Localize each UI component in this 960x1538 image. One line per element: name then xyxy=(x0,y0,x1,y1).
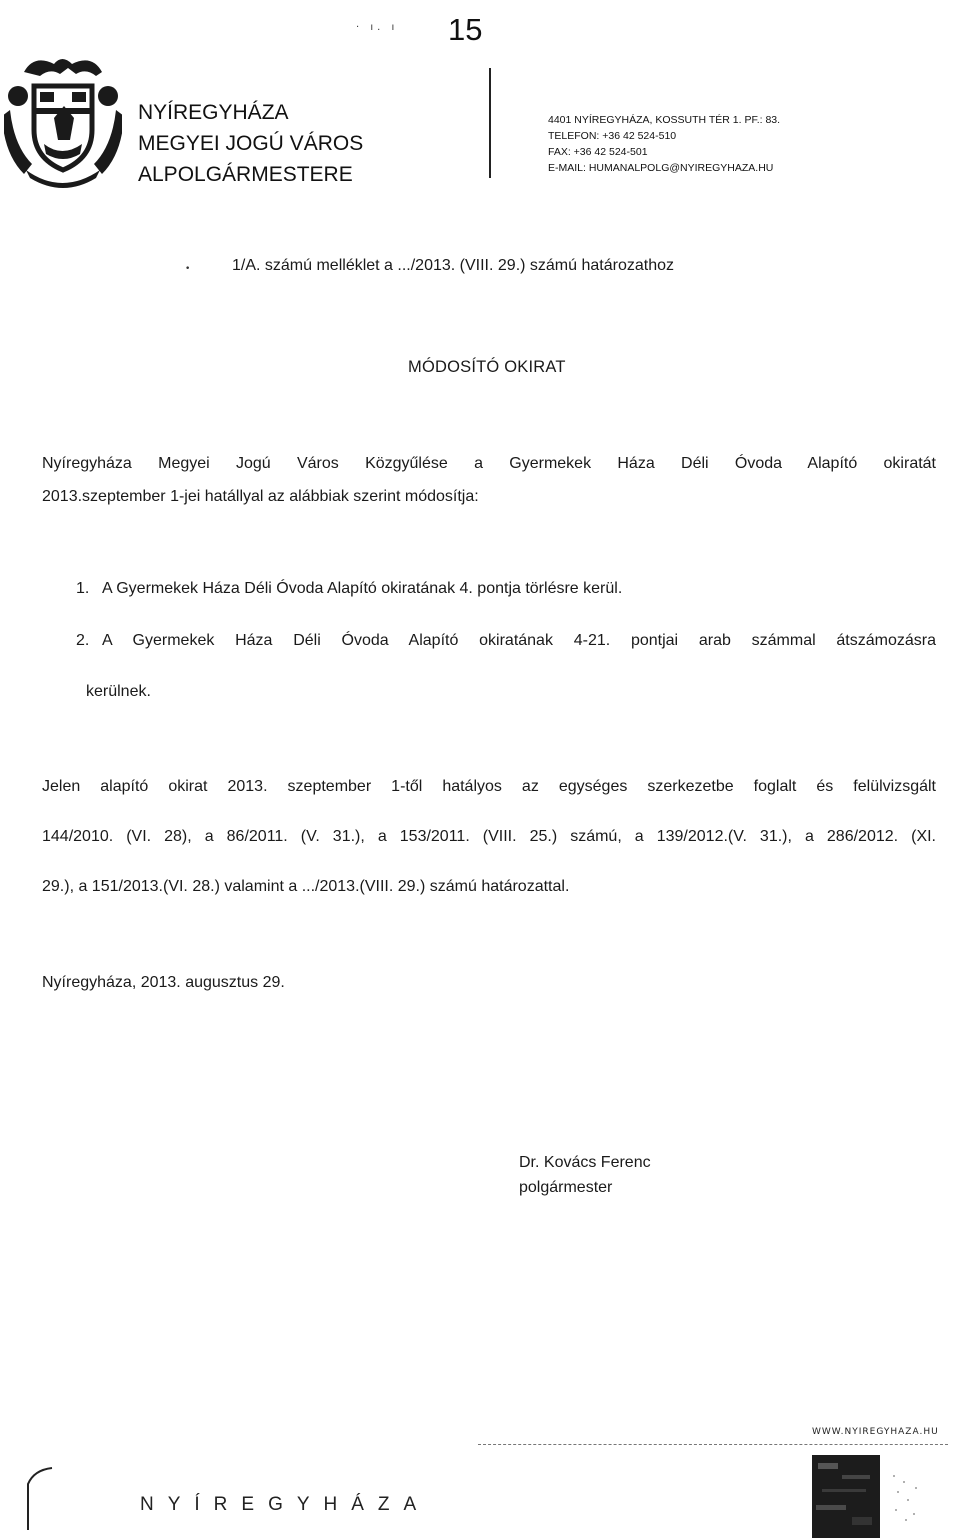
signature-block xyxy=(519,1150,651,1200)
signatory-role: polgármester xyxy=(519,1179,613,1196)
bracket-mark-icon xyxy=(22,1464,56,1534)
email-line: E-MAIL: HUMANALPOLG@NYIREGYHAZA.HU xyxy=(548,162,774,174)
closing-line-1: Jelen alapító okirat 2013. szeptember 1-től hatályos az egységes szerkezetbe foglalt és felülvizsgált xyxy=(42,778,936,795)
intro-line-2: 2013.szeptember 1-jei hatállyal az alábbiak szerint módosítja: xyxy=(42,488,479,505)
signatory-name: Dr. Kovács Ferenc xyxy=(519,1154,651,1171)
stamp-graphic-icon xyxy=(812,1455,880,1538)
list-item-number: 2. xyxy=(76,632,90,649)
footer-website: WWW.NYIREGYHAZA.HU xyxy=(812,1427,939,1437)
intro-line-1: Nyíregyháza Megyei Jogú Város Közgyűlése a Gyermekek Háza Déli Óvoda Alapító okiratát xyxy=(42,455,936,472)
list-item-continuation: kerülnek. xyxy=(86,683,151,700)
place-date: Nyíregyháza, 2013. augusztus 29. xyxy=(42,974,285,991)
organization-name xyxy=(138,97,363,190)
list-item-number: 1. xyxy=(76,580,90,597)
org-line: ALPOLGÁRMESTERE xyxy=(138,163,353,186)
document-title: MÓDOSÍTÓ OKIRAT xyxy=(408,358,566,376)
footer-divider xyxy=(478,1444,948,1446)
page-number: 15 xyxy=(448,12,483,47)
org-line: MEGYEI JOGÚ VÁROS xyxy=(138,132,364,155)
fax-line: FAX: +36 42 524-501 xyxy=(548,146,648,158)
address-line: 4401 NYÍREGYHÁZA, KOSSUTH TÉR 1. PF.: 83. xyxy=(548,114,781,126)
footer-city-wordmark: NYÍREGYHÁZA xyxy=(140,1494,431,1515)
phone-line: TELEFON: +36 42 524-510 xyxy=(548,130,677,142)
header-divider xyxy=(489,68,491,178)
list-item-text: A Gyermekek Háza Déli Óvoda Alapító okiratának 4. pontja törlésre kerül. xyxy=(102,580,623,597)
closing-line-3: 29.), a 151/2013.(VI. 28.) valamint a .../2013.(VIII. 29.) számú határozattal. xyxy=(42,878,570,895)
org-line: NYÍREGYHÁZA xyxy=(138,101,289,124)
page-marks: · ı. ı xyxy=(356,22,399,33)
stamp-texture-icon xyxy=(890,1470,930,1530)
coat-of-arms-icon xyxy=(4,52,122,192)
closing-line-2: 144/2010. (VI. 28), a 86/2011. (V. 31.), a 153/2011. (VIII. 25.) számú, a 139/2012.(V. 31.), a 286/2012. (XI. xyxy=(42,828,936,845)
bullet-mark: • xyxy=(185,264,191,274)
annex-reference: 1/A. számú melléklet a .../2013. (VIII. 29.) számú határozathoz xyxy=(232,257,674,274)
list-item-text: A Gyermekek Háza Déli Óvoda Alapító okiratának 4-21. pontjai arab számmal átszámozásra xyxy=(102,632,936,649)
contact-info xyxy=(548,112,780,176)
